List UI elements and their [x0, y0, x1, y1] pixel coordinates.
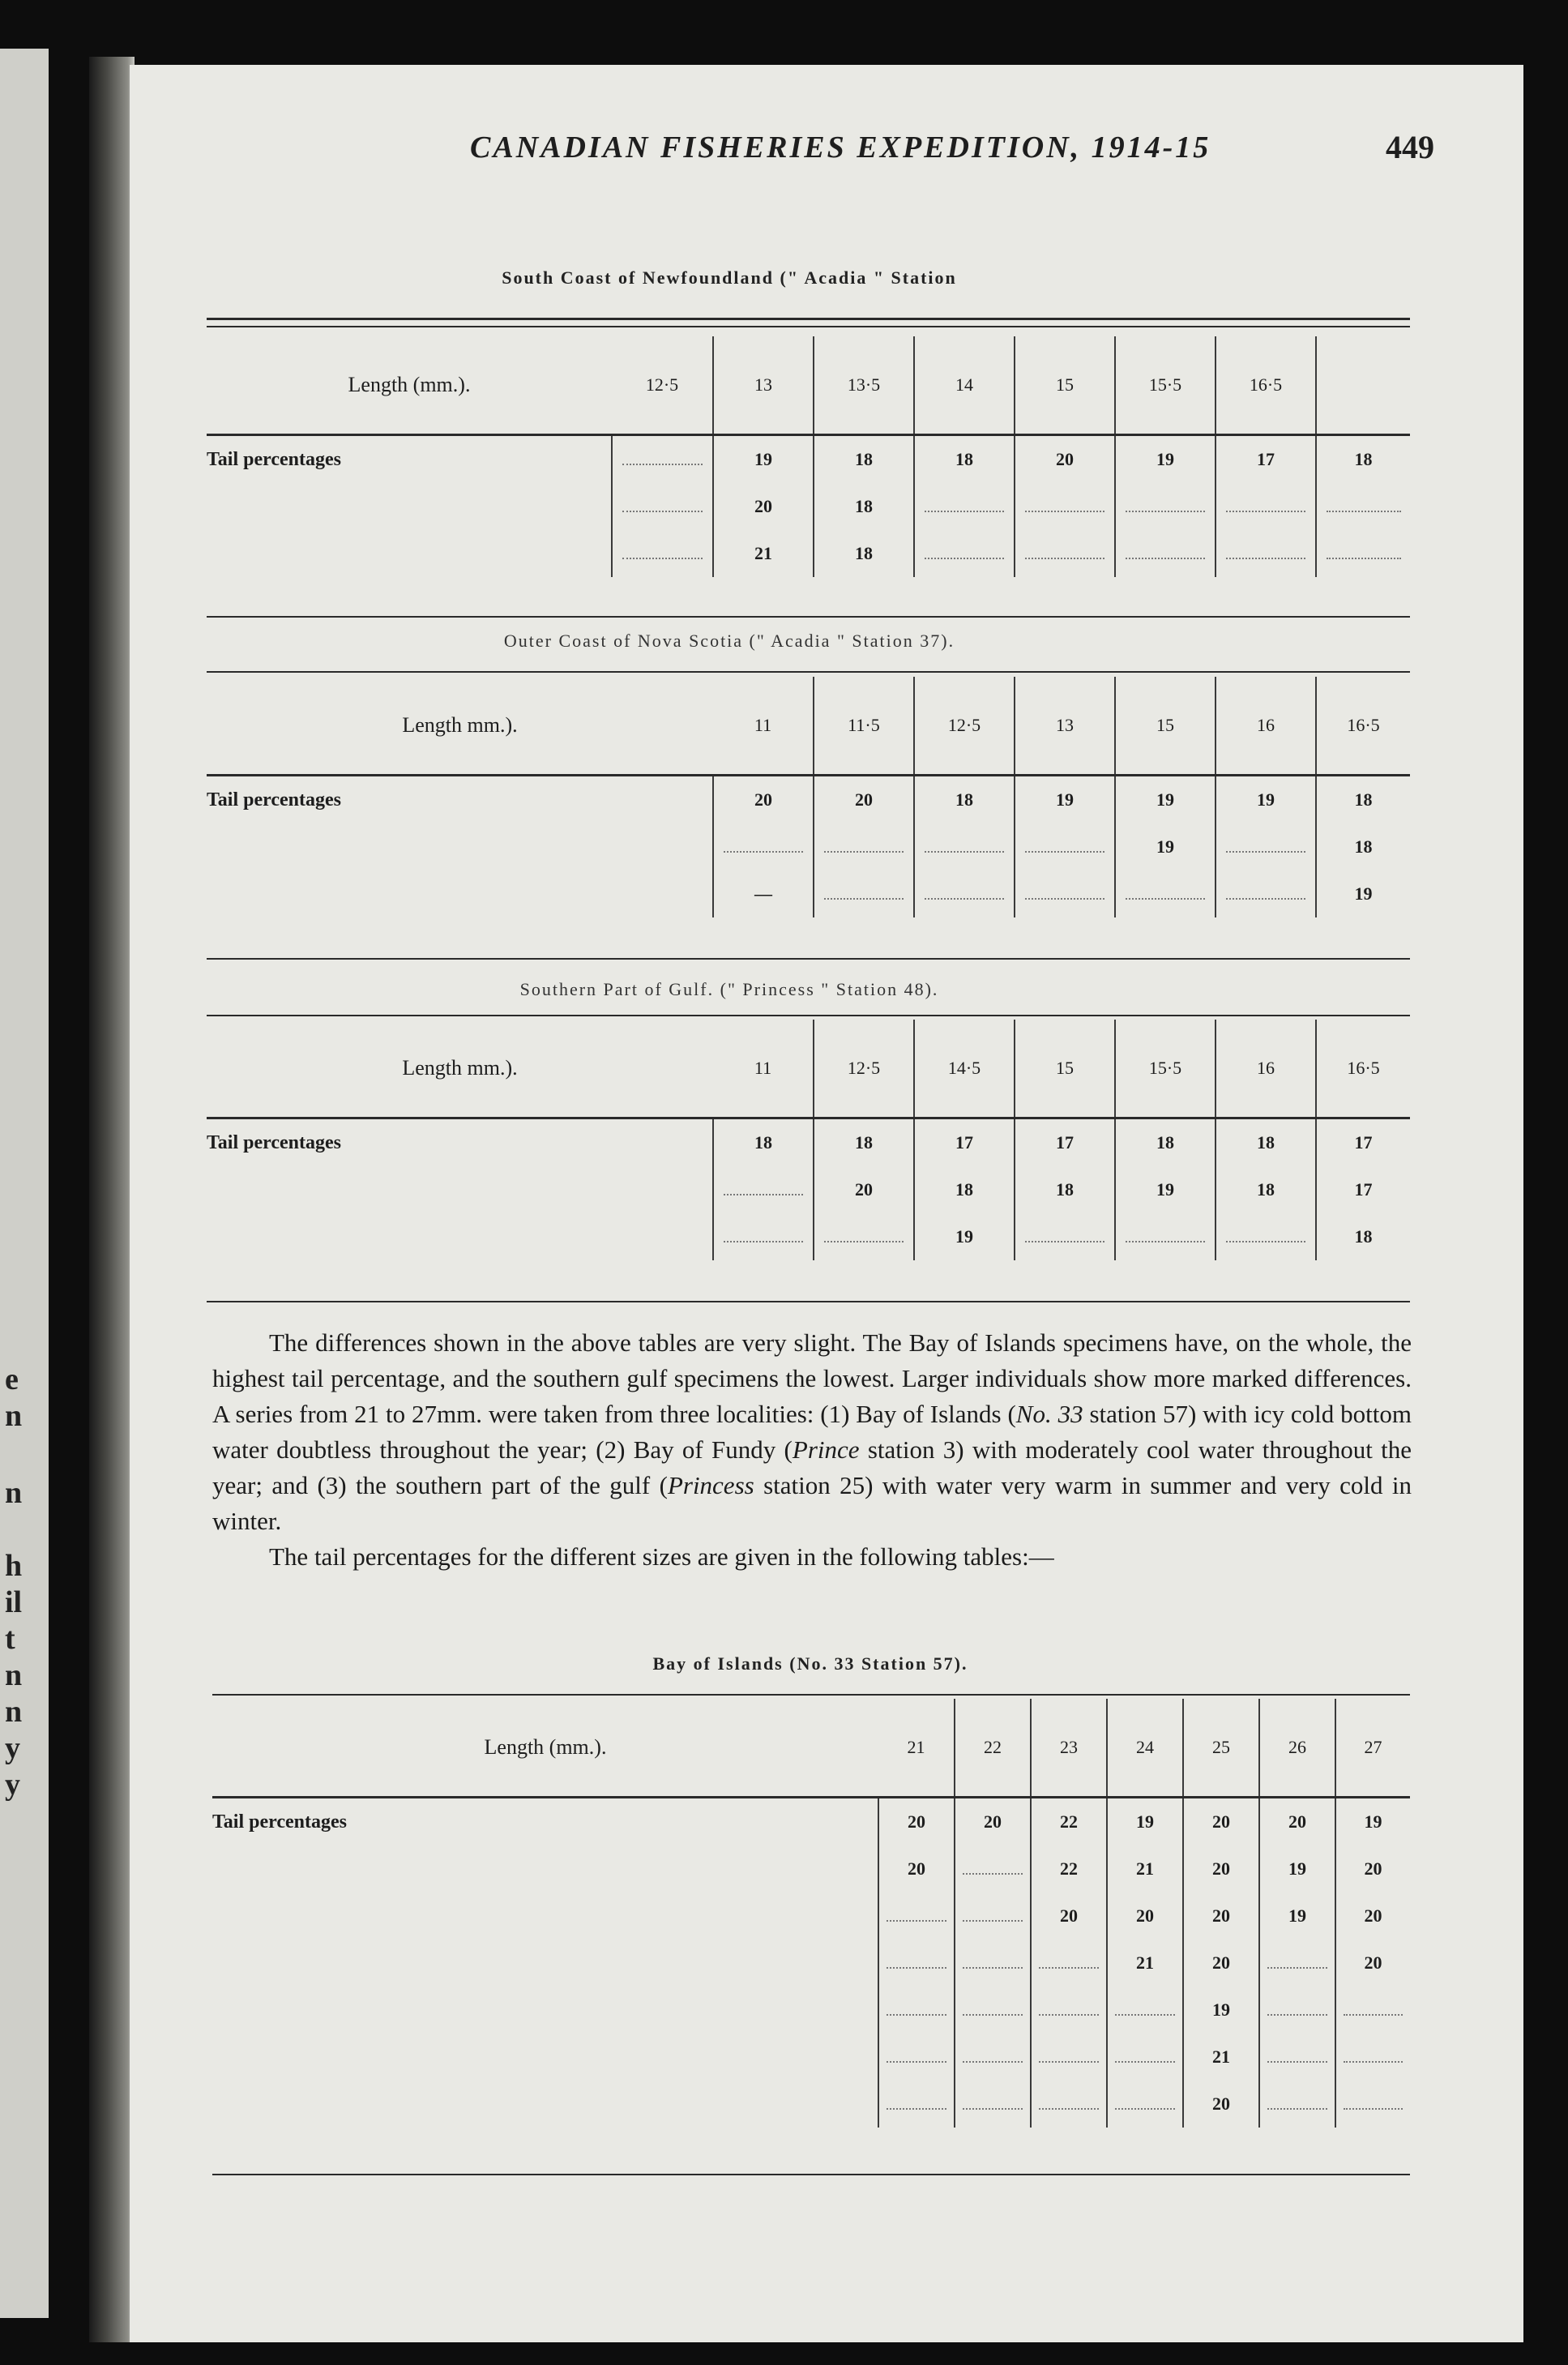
- leader-dots: [1039, 2060, 1099, 2063]
- length-value: 15: [1015, 1020, 1115, 1118]
- tail-percentage-cell: 18: [1316, 776, 1410, 824]
- tail-percentage-cell: [1335, 2081, 1410, 2128]
- tail-percentage-cell: 21: [1107, 1939, 1183, 1987]
- length-value: 12·5: [612, 336, 713, 435]
- paragraph: The differences shown in the above tables are very slight. The Bay of Islands specimens have, on the whole, the highest tail percentage, and the southern gulf specimens the lowest. Larger individuals show more marked differences. A series from 21 to 27mm. were taken from three localities: (1) Bay of Islands (No. 33 station 57) with icy cold bottom water doubtless throughout the year; (2) Bay of Fundy (Prince station 3) with moderately cool water throughout the year; and (3) the southern part of the gulf (Princess station 25) with water very warm in summer and very cold in winter.: [212, 1328, 1412, 1535]
- table-row: [207, 823, 1410, 870]
- leader-dots: [1115, 2107, 1175, 2110]
- row-label: [207, 1213, 713, 1260]
- table-row: [207, 530, 1410, 577]
- length-value: 14: [914, 336, 1015, 435]
- length-value: 27: [1364, 1737, 1382, 1757]
- length-value: 13·5: [814, 336, 914, 435]
- leader-dots: [1226, 1240, 1305, 1242]
- leader-dots: [1126, 1240, 1205, 1242]
- length-label: Length (mm.).: [348, 373, 471, 396]
- tail-percentage-cell: [1115, 1213, 1216, 1260]
- length-value: 16·5: [1347, 1058, 1380, 1078]
- tail-percentage-cell: [814, 870, 914, 917]
- page-number: 449: [1386, 129, 1434, 165]
- tail-percentage-cell: 19: [1115, 435, 1216, 484]
- length-value: 16: [1216, 1020, 1316, 1118]
- tail-percentage-cell: 18: [1316, 435, 1410, 484]
- tail-percentage-cell: [878, 2034, 955, 2081]
- leader-dots: [1126, 510, 1205, 512]
- tail-percentage-cell: 20: [878, 1798, 955, 1846]
- tail-percentage-cell: 17: [1216, 435, 1316, 484]
- tail-percentage-cell: [1216, 530, 1316, 577]
- leader-dots: [887, 1919, 946, 1922]
- tail-percentage-cell: 21: [1107, 1845, 1183, 1892]
- tail-percentage-cell: 20: [1364, 1952, 1382, 1973]
- table-row: [212, 2034, 1410, 2081]
- tail-percentage-cell: [955, 2034, 1031, 2081]
- leader-dots: [1025, 850, 1104, 853]
- header-row: [212, 1699, 1410, 1798]
- tail-percentage-cell: —: [713, 870, 814, 917]
- running-head: [340, 122, 1434, 178]
- length-value: 12·5: [914, 677, 1015, 776]
- tail-percentage-cell: 19: [1335, 1798, 1410, 1846]
- leader-dots: [887, 2060, 946, 2063]
- tail-percentage-cell: 19: [914, 1213, 1015, 1260]
- leader-dots: [622, 510, 702, 512]
- leader-dots: [622, 463, 702, 465]
- tail-percentage-cell: [955, 1939, 1031, 1987]
- length-value: 16·5: [1347, 715, 1380, 735]
- table-caption: Bay of Islands (No. 33 Station 57).: [652, 1653, 968, 1674]
- table-row: [207, 776, 1410, 824]
- tail-percentage-cell: 20: [1031, 1892, 1107, 1939]
- tail-percentage-cell: [713, 1166, 814, 1213]
- tail-percentage-cell: [1335, 1987, 1410, 2034]
- length-value: 23: [1031, 1699, 1107, 1798]
- leader-dots: [1226, 557, 1305, 559]
- leader-dots: [1025, 557, 1104, 559]
- tail-percentage-cell: 18: [814, 483, 914, 530]
- leader-dots: [963, 1966, 1023, 1969]
- row-label: [207, 530, 612, 577]
- length-value: 15·5: [1115, 1020, 1216, 1118]
- leader-dots: [724, 850, 803, 853]
- book-binding: [89, 57, 135, 2342]
- leader-dots: [1267, 1966, 1327, 1969]
- leader-dots: [963, 1872, 1023, 1875]
- leader-dots: [724, 1240, 803, 1242]
- paragraph: The tail percentages for the different sizes are given in the following tables:—: [269, 1542, 1054, 1571]
- leader-dots: [824, 1240, 904, 1242]
- table-row: [207, 870, 1410, 917]
- tail-percentage-cell: [878, 1892, 955, 1939]
- length-value: 16: [1216, 677, 1316, 776]
- data-table: [207, 336, 1410, 577]
- tail-percentage-cell: [1259, 1939, 1335, 1987]
- tail-percentage-cell: [955, 1987, 1031, 2034]
- tail-percentage-cell: 22: [1031, 1845, 1107, 1892]
- tail-percentage-cell: [1015, 1213, 1115, 1260]
- row-label: [207, 870, 713, 917]
- row-label: [212, 1987, 878, 2034]
- header-row: [207, 1020, 1410, 1118]
- body-text: [212, 1325, 1412, 1575]
- tail-percentage-cell: [1015, 530, 1115, 577]
- row-label: [207, 483, 612, 530]
- tail-percentage-cell: [878, 2081, 955, 2128]
- tail-percentage-cell: [1015, 870, 1115, 917]
- leader-dots: [622, 557, 702, 559]
- data-table: [212, 1699, 1410, 2128]
- leader-dots: [724, 1193, 803, 1195]
- tail-percentage-cell: 18: [1015, 1166, 1115, 1213]
- tail-percentage-cell: [1031, 1939, 1107, 1987]
- tail-percentage-cell: 18: [914, 435, 1015, 484]
- tail-percentage-cell: [1259, 1987, 1335, 2034]
- leader-dots: [1226, 510, 1305, 512]
- length-label: Length mm.).: [402, 1056, 518, 1080]
- length-label: Length (mm.).: [484, 1735, 607, 1759]
- leader-dots: [1126, 557, 1205, 559]
- table-row: [207, 483, 1410, 530]
- data-table: [207, 677, 1410, 917]
- length-value: 11: [713, 1020, 814, 1118]
- length-value: 15·5: [1115, 336, 1216, 435]
- table-caption: South Coast of Newfoundland (" Acadia " Station: [502, 267, 957, 288]
- margin-mark: n: [5, 1476, 23, 1510]
- tail-percentage-cell: [1115, 870, 1216, 917]
- tail-percentage-cell: 19: [1107, 1798, 1183, 1846]
- tail-percentage-cell: [1115, 530, 1216, 577]
- tail-percentage-cell: 19: [1115, 776, 1216, 824]
- table-row: [212, 1892, 1410, 1939]
- tail-percentage-cell: 17: [914, 1118, 1015, 1167]
- rule: [212, 2174, 1410, 2175]
- tail-percentage-cell: 18: [914, 1166, 1015, 1213]
- length-value: 26: [1259, 1699, 1335, 1798]
- leader-dots: [1025, 897, 1104, 900]
- tail-percentage-cell: [612, 435, 713, 484]
- tail-percentage-cell: [713, 823, 814, 870]
- leader-dots: [824, 897, 904, 900]
- tail-percentage-cell: [955, 2081, 1031, 2128]
- tail-percentage-cell: 18: [1354, 1226, 1373, 1247]
- length-value: 13: [713, 336, 814, 435]
- tail-percentage-cell: [955, 1892, 1031, 1939]
- leader-dots: [963, 2013, 1023, 2016]
- tail-percentage-cell: [1335, 2034, 1410, 2081]
- table-row: [207, 1166, 1410, 1213]
- rule: [207, 958, 1410, 960]
- row-label: [212, 1845, 878, 1892]
- leader-dots: [1115, 2013, 1175, 2016]
- tail-percentage-cell: [1107, 2081, 1183, 2128]
- leader-dots: [963, 2107, 1023, 2110]
- tail-percentage-cell: [814, 1213, 914, 1260]
- tail-percentage-cell: [1107, 1987, 1183, 2034]
- table-row: [207, 1118, 1410, 1167]
- length-value: 24: [1107, 1699, 1183, 1798]
- tail-percentage-cell: 19: [1354, 883, 1373, 904]
- tail-percentage-cell: 20: [1015, 435, 1115, 484]
- tail-percentage-cell: 17: [1354, 1179, 1373, 1200]
- leader-dots: [1039, 1966, 1099, 1969]
- row-label: [212, 2081, 878, 2128]
- table-row: [212, 1798, 1410, 1846]
- tail-percentage-cell: [1316, 483, 1410, 530]
- tail-percentage-cell: [1031, 2081, 1107, 2128]
- row-label: [212, 1892, 878, 1939]
- leader-dots: [925, 510, 1004, 512]
- tail-percentage-cell: 20: [1107, 1892, 1183, 1939]
- rule: [207, 616, 1410, 618]
- leader-dots: [1267, 2060, 1327, 2063]
- tail-percentage-cell: 18: [814, 530, 914, 577]
- tail-percentage-cell: 19: [1015, 776, 1115, 824]
- tail-percentage-cell: [878, 1939, 955, 1987]
- tail-percentage-cell: [914, 870, 1015, 917]
- table-row: [212, 2081, 1410, 2128]
- tail-percentage-cell: 17: [1316, 1118, 1410, 1167]
- row-label: [207, 1166, 713, 1213]
- tail-percentage-cell: 19: [1216, 776, 1316, 824]
- margin-mark: h: [5, 1549, 23, 1583]
- tail-percentage-cell: [1107, 2034, 1183, 2081]
- leader-dots: [1226, 897, 1305, 900]
- length-value: 12·5: [814, 1020, 914, 1118]
- tail-percentage-cell: [1316, 530, 1410, 577]
- length-value: 15: [1015, 336, 1115, 435]
- rule: [207, 1015, 1410, 1016]
- tail-percentage-cell: 18: [914, 776, 1015, 824]
- tail-percentage-cell: 17: [1015, 1118, 1115, 1167]
- tail-percentage-cell: [1259, 2081, 1335, 2128]
- tail-percentage-cell: [1216, 1213, 1316, 1260]
- table-caption: Outer Coast of Nova Scotia (" Acadia " Station 37).: [503, 631, 955, 651]
- length-value: 22: [955, 1699, 1031, 1798]
- margin-mark: n: [5, 1399, 23, 1433]
- rule: [207, 671, 1410, 673]
- tail-percentage-cell: [612, 530, 713, 577]
- row-label: Tail percentages: [207, 776, 713, 824]
- leader-dots: [1327, 557, 1401, 559]
- row-label: Tail percentages: [207, 1118, 713, 1167]
- length-value: 21: [878, 1699, 955, 1798]
- rule: [212, 1694, 1410, 1696]
- tail-percentage-cell: 21: [713, 530, 814, 577]
- margin-mark: y: [5, 1731, 20, 1765]
- leader-dots: [1327, 510, 1401, 512]
- row-label: Tail percentages: [207, 435, 612, 484]
- tail-percentage-cell: 18: [1115, 1118, 1216, 1167]
- tail-percentage-cell: 19: [713, 435, 814, 484]
- leader-dots: [1025, 1240, 1104, 1242]
- tail-percentage-cell: 18: [1216, 1118, 1316, 1167]
- tail-percentage-cell: 20: [713, 776, 814, 824]
- leader-dots: [1267, 2013, 1327, 2016]
- header-row: [207, 677, 1410, 776]
- tail-percentage-cell: [914, 483, 1015, 530]
- tail-percentage-cell: [878, 1987, 955, 2034]
- tail-percentage-cell: 19: [1259, 1892, 1335, 1939]
- leader-dots: [1126, 897, 1205, 900]
- length-value: 11: [713, 677, 814, 776]
- table-row: [212, 1987, 1410, 2034]
- leader-dots: [1115, 2060, 1175, 2063]
- facing-page-edge: [0, 49, 49, 2318]
- rule: [207, 318, 1410, 320]
- length-value: 16·5: [1216, 336, 1316, 435]
- leader-dots: [1025, 510, 1104, 512]
- margin-mark: t: [5, 1622, 15, 1656]
- tail-percentage-cell: [1015, 823, 1115, 870]
- table-caption: Southern Part of Gulf. (" Princess " Station 48).: [519, 979, 939, 999]
- length-value: [1316, 336, 1410, 435]
- header-row: [207, 336, 1410, 435]
- tail-percentage-cell: 19: [1259, 1845, 1335, 1892]
- leader-dots: [1267, 2107, 1327, 2110]
- tail-percentage-cell: [1216, 483, 1316, 530]
- leader-dots: [1344, 2107, 1403, 2110]
- tail-percentage-cell: 20: [1259, 1798, 1335, 1846]
- tail-percentage-cell: 20: [713, 483, 814, 530]
- margin-mark: y: [5, 1768, 20, 1802]
- leader-dots: [824, 850, 904, 853]
- rule: [207, 1301, 1410, 1302]
- tail-percentage-cell: 20: [1183, 2081, 1259, 2128]
- tail-percentage-cell: 20: [878, 1845, 955, 1892]
- table-row: [207, 435, 1410, 484]
- leader-dots: [1226, 850, 1305, 853]
- tail-percentage-cell: [955, 1845, 1031, 1892]
- table-row: [212, 1845, 1410, 1892]
- leader-dots: [925, 897, 1004, 900]
- margin-mark: e: [5, 1362, 19, 1396]
- tail-percentage-cell: 19: [1183, 1987, 1259, 2034]
- tail-percentage-cell: 20: [814, 1166, 914, 1213]
- tail-percentage-cell: [1259, 2034, 1335, 2081]
- tail-percentage-cell: 20: [814, 776, 914, 824]
- length-value: 14·5: [914, 1020, 1015, 1118]
- tail-percentage-cell: 20: [1364, 1858, 1382, 1879]
- leader-dots: [1344, 2013, 1403, 2016]
- table-row: [212, 1939, 1410, 1987]
- tail-percentage-cell: 18: [1216, 1166, 1316, 1213]
- tail-percentage-cell: [914, 823, 1015, 870]
- tail-percentage-cell: 20: [1183, 1798, 1259, 1846]
- tail-percentage-cell: [612, 483, 713, 530]
- length-value: 11·5: [814, 677, 914, 776]
- tail-percentage-cell: 19: [1115, 823, 1216, 870]
- tail-percentage-cell: 18: [1354, 836, 1373, 857]
- table-row: [207, 1213, 1410, 1260]
- tail-percentage-cell: 22: [1031, 1798, 1107, 1846]
- margin-mark: il: [5, 1585, 23, 1619]
- row-label: [212, 2034, 878, 2081]
- margin-mark: n: [5, 1695, 23, 1729]
- tail-percentage-cell: 20: [1183, 1892, 1259, 1939]
- tail-percentage-cell: 21: [1183, 2034, 1259, 2081]
- margin-mark: n: [5, 1658, 23, 1692]
- data-table: [207, 1020, 1410, 1260]
- row-label: Tail percentages: [212, 1798, 878, 1846]
- tail-percentage-cell: 18: [814, 1118, 914, 1167]
- leader-dots: [925, 557, 1004, 559]
- tail-percentage-cell: 20: [1183, 1939, 1259, 1987]
- leader-dots: [1344, 2060, 1403, 2063]
- tail-percentage-cell: 18: [713, 1118, 814, 1167]
- leader-dots: [925, 850, 1004, 853]
- tail-percentage-cell: [914, 530, 1015, 577]
- tail-percentage-cell: 18: [814, 435, 914, 484]
- length-label: Length mm.).: [402, 713, 518, 737]
- tail-percentage-cell: [1031, 1987, 1107, 2034]
- length-value: 25: [1183, 1699, 1259, 1798]
- leader-dots: [1039, 2107, 1099, 2110]
- tail-percentage-cell: 20: [1183, 1845, 1259, 1892]
- leader-dots: [963, 1919, 1023, 1922]
- tail-percentage-cell: 20: [955, 1798, 1031, 1846]
- tail-percentage-cell: [1115, 483, 1216, 530]
- length-value: 15: [1115, 677, 1216, 776]
- tail-percentage-cell: [1216, 870, 1316, 917]
- tail-percentage-cell: [814, 823, 914, 870]
- leader-dots: [1039, 2013, 1099, 2016]
- tail-percentage-cell: [1015, 483, 1115, 530]
- leader-dots: [887, 1966, 946, 1969]
- tail-percentage-cell: [1031, 2034, 1107, 2081]
- leader-dots: [887, 2013, 946, 2016]
- tail-percentage-cell: [713, 1213, 814, 1260]
- leader-dots: [887, 2107, 946, 2110]
- tail-percentage-cell: 19: [1115, 1166, 1216, 1213]
- running-title: CANADIAN FISHERIES EXPEDITION, 1914-15: [470, 130, 1211, 165]
- length-value: 13: [1015, 677, 1115, 776]
- row-label: [212, 1939, 878, 1987]
- leader-dots: [963, 2060, 1023, 2063]
- row-label: [207, 823, 713, 870]
- tail-percentage-cell: 20: [1364, 1905, 1382, 1926]
- tail-percentage-cell: [1216, 823, 1316, 870]
- rule: [207, 326, 1410, 327]
